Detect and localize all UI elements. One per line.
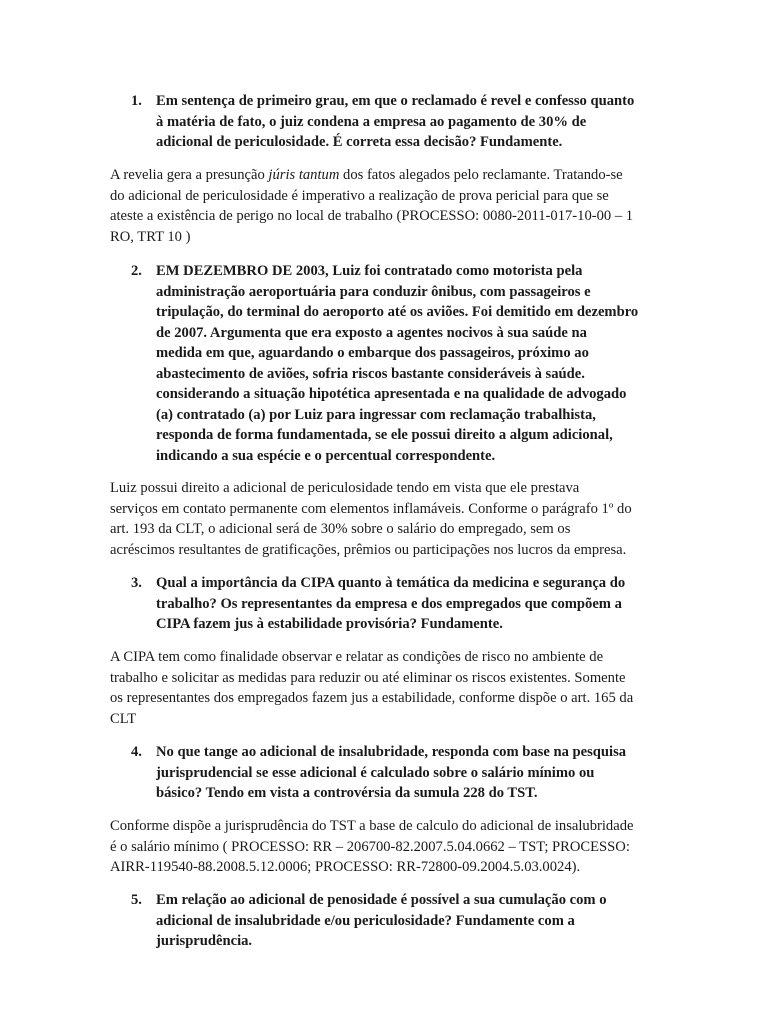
answer-2 (110, 478, 662, 560)
answer-1 (110, 165, 662, 247)
question-4 (131, 742, 671, 804)
question-text (156, 890, 671, 952)
question-number: 3. (131, 575, 142, 591)
question-line: adicional de insalubridade e/ou periculosidade? Fundamente com a (156, 912, 575, 929)
answer-line: AIRR-119540-88.2008.5.12.0006; PROCESSO: RR-72800-09.2004.5.03.0024). (110, 859, 581, 875)
answer-line: Conforme dispõe a jurisprudência do TST a base de calculo do adicional de insalubridade (110, 818, 634, 834)
answer-line: A CIPA tem como finalidade observar e relatar as condições de risco no ambiente de (110, 649, 604, 665)
question-1 (131, 91, 671, 153)
question-number: 1. (131, 93, 142, 109)
question-line: responda de forma fundamentada, se ele possui direito a algum adicional, (156, 427, 613, 443)
answer-line: ateste a existência de perigo no local de trabalho (PROCESSO: 0080-2011-017-10-00 – 1 (110, 208, 634, 224)
answer-line: do adicional de periculosidade é imperativo a realização de prova pericial para que se (110, 187, 609, 204)
question-line: administração aeroportuária para conduzir ônibus, com passageiros e (156, 283, 591, 300)
question-text (156, 573, 671, 635)
answer-3 (110, 647, 662, 729)
question-line: trabalho? Os representantes da empresa e dos empregados que compõem a (156, 595, 622, 612)
question-line: CIPA fazem jus à estabilidade provisória? Fundamente. (156, 616, 503, 632)
answer-line: os representantes dos empregados fazem jus a estabilidade, conforme dispõe o art. 165 da (110, 690, 634, 706)
answer-line: trabalho e solicitar as medidas para reduzir ou até eliminar os riscos existentes. Somente (110, 669, 626, 686)
question-line: básico? Tendo em vista a controvérsia da sumula 228 do TST. (156, 785, 538, 801)
question-number: 5. (131, 892, 142, 908)
question-line: à matéria de fato, o juiz condena a empresa ao pagamento de 30% de (156, 113, 587, 130)
answer-line: art. 193 da CLT, o adicional será de 30% sobre o salário do empregado, sem os (110, 521, 571, 537)
question-text (156, 91, 671, 153)
question-line: jurisprudência. (156, 933, 253, 949)
question-line: medida em que, aguardando o embarque dos passageiros, próximo ao (156, 345, 589, 361)
answer-line: Luiz possui direito a adicional de periculosidade tendo em vista que ele prestava (110, 480, 580, 496)
question-line: adicional de periculosidade. É correta essa decisão? Fundamente. (156, 134, 563, 150)
question-line: Em sentença de primeiro grau, em que o reclamado é revel e confesso quanto (156, 93, 635, 109)
question-number: 4. (131, 744, 142, 760)
question-text (156, 742, 671, 804)
answer-line: serviços em contato permanente com elementos inflamáveis. Conforme o parágrafo 1º do (110, 500, 632, 517)
answer-line: acréscimos resultantes de gratificações, prêmios ou participações nos lucros da empresa. (110, 541, 627, 558)
question-3 (131, 573, 671, 635)
question-line: jurisprudencial se esse adicional é calculado sobre o salário mínimo ou (156, 764, 595, 781)
question-line: EM DEZEMBRO DE 2003, Luiz foi contratado como motorista pela (156, 263, 583, 279)
answer-4 (110, 816, 662, 878)
question-line: Em relação ao adicional de penosidade é possível a sua cumulação com o (156, 892, 607, 908)
question-5 (131, 890, 671, 952)
answer-line: A revelia gera a presunção júris tantum dos fatos alegados pelo reclamante. Tratando-se (110, 167, 623, 183)
question-line: abastecimento de aviões, sofria riscos bastante consideráveis à saúde. (156, 365, 585, 382)
question-line: considerando a situação hipotética apresentada e na qualidade de advogado (156, 386, 627, 402)
question-line: Qual a importância da CIPA quanto à temática da medicina e segurança do (156, 575, 626, 591)
question-number: 2. (131, 263, 142, 279)
question-line: tripulação, do terminal do aeroporto até os aviões. Foi demitido em dezembro (156, 304, 639, 320)
answer-line: CLT (110, 710, 137, 727)
answer-line: RO, TRT 10 ) (110, 228, 191, 245)
question-text (156, 261, 671, 466)
question-line: indicando a sua espécie e o percentual correspondente. (156, 447, 496, 464)
answer-line: é o salário mínimo ( PROCESSO: RR – 206700-82.2007.5.04.0662 – TST; PROCESSO: (110, 838, 630, 855)
question-line: (a) contratado (a) por Luiz para ingressar com reclamação trabalhista, (156, 406, 596, 423)
question-2 (131, 261, 671, 466)
italic-term: júris tantum (268, 167, 340, 183)
question-line: de 2007. Argumenta que era exposto a agentes nocivos à sua saúde na (156, 324, 587, 341)
question-line: No que tange ao adicional de insalubridade, responda com base na pesquisa (156, 744, 627, 760)
